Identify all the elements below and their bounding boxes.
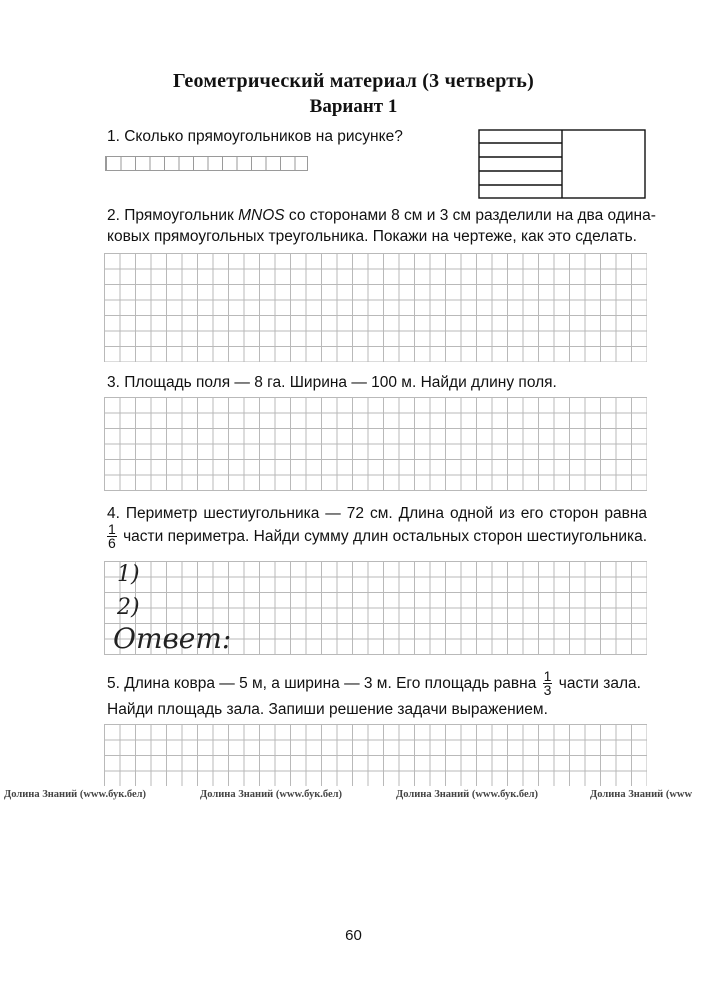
handwritten-step-2: 2) — [117, 595, 140, 620]
fraction-one-sixth: $\frac{1}{6}$ — [108, 521, 116, 552]
task-3-grid[interactable] — [104, 397, 647, 491]
rectangle-name: MNOS — [238, 207, 285, 224]
task-2-line-2: ковых прямоугольных треугольника. Покажи на чертеже, как это сделать. — [107, 228, 637, 245]
variant-heading: Вариант 1 — [309, 96, 398, 117]
task-5-grid[interactable] — [104, 724, 647, 786]
watermark-2: Долина Знаний (www.бук.бел) — [200, 789, 343, 800]
task-3-text: 3. Площадь поля — 8 га. Ширина — 100 м. Найди длину поля. — [107, 374, 557, 391]
fraction-one-third: $\frac{1}{3}$ — [543, 668, 552, 699]
task-4-line-1: 4. Периметр шестиугольника — 72 см. Длина одной из его сторон равна — [107, 505, 647, 522]
page-title: Геометрический материал (3 четверть) — [173, 70, 534, 92]
task-1-text: 1. Сколько прямоугольников на рисунке? — [107, 128, 403, 145]
watermark-1: Долина Знаний (www.бук.бел) — [4, 789, 147, 800]
handwritten-answer-label: Ответ: — [113, 622, 232, 655]
task-2-line-1: 2. Прямоугольник MNOS со сторонами 8 см и 3 см разделили на два одина- — [107, 207, 656, 224]
task-4-line-2: $\frac{1}{6}$ части периметра. Найди сумму длин остальных сторон шестиугольника. — [108, 521, 648, 552]
task-1-answer-cells[interactable] — [105, 156, 308, 171]
rectangles-figure — [478, 129, 646, 199]
task-2-grid[interactable] — [104, 253, 647, 362]
watermark-3: Долина Знаний (www.бук.бел) — [396, 789, 539, 800]
task-5-line-2: Найди площадь зала. Запиши решение задачи выражением. — [107, 701, 548, 718]
watermark-4: Долина Знаний (www — [590, 789, 693, 800]
handwritten-step-1: 1) — [117, 562, 140, 587]
task-5-line-1: 5. Длина ковра — 5 м, а ширина — 3 м. Его площадь равна $\frac{1}{3}$ части зала. — [107, 668, 641, 699]
page-number: 60 — [345, 927, 362, 944]
